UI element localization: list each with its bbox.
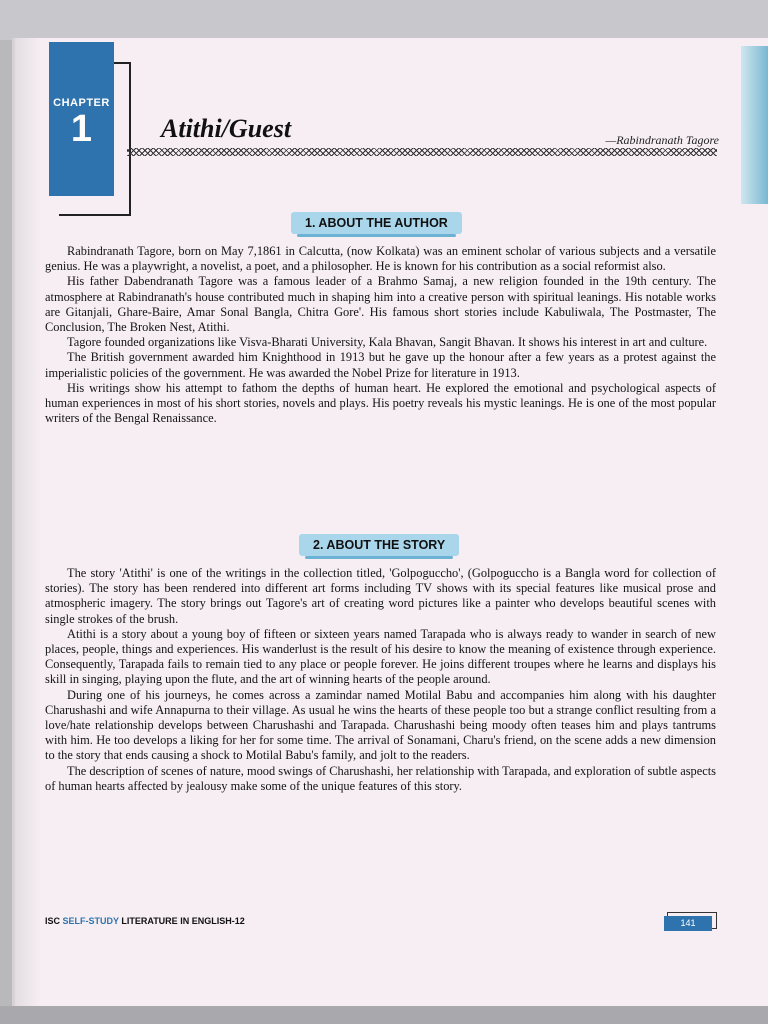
footer-suffix: LITERATURE IN ENGLISH-12 [118, 916, 245, 926]
paragraph: Tagore founded organizations like Visva-Bharati University, Kala Bhavan, Sangit Bhavan. It shows his interest in art and culture. [67, 335, 708, 350]
author-credit: —Rabindranath Tagore [605, 133, 719, 147]
paragraph: His writings show his attempt to fathom the depths of human heart. He explored the emotional and psychological aspects of human experiences in most of his short stories, novels and plays. His poetry reveals his mystic leanings. He is one of the most popular writers of the Bengal Renaissance. [45, 380, 716, 426]
chapter-number: 1 [70, 108, 93, 150]
page-number: 141 [664, 916, 712, 931]
paragraph: During one of his journeys, he comes across a zamindar named Motilal Babu and accompanies him along with his daughter Charushashi and wife Annapurna to their village. As usual he wins the hearts of these people too but a strange conflict resulting from a love/hate relationship develops between Charushashi and Tarapada. Charushashi being moody often teases him and plays tantrums with him. He too develops a liking for her for some time. The arrival of Sonamani, Charu's friend, on the scene adds a new dimension to the story that ends causing a shock to Motilal Babu's family, and jolt to the readers. [45, 687, 716, 763]
author-text [45, 244, 716, 426]
paragraph: His father Dabendranath Tagore was a famous leader of a Brahmo Samaj, a new religion founded in the 19th century. The atmosphere at Rabindranath's house contributed much in shaping him into a creative person with spiritual leanings. His notable works are Gitanjali, Ghare-Baire, Amar Sonal Bangla, Chitra Gore'. His famous short stories include Kabuliwala, The Postmaster, The Conclusion, The Broken Nest, Atithi. [45, 274, 716, 335]
book-page [12, 38, 768, 1006]
scan-bottom-edge [0, 1006, 768, 1024]
paragraph: The description of scenes of nature, mood swings of Charushashi, her relationship with Tarapada, and exploration of subtle aspects of human hearts affected by jealousy make some of the unique features of this story. [45, 763, 716, 793]
paragraph: Atithi is a story about a young boy of fifteen or sixteen years named Tarapada who is always ready to wander in search of new places, people, things and experiences. His wanderlust is the result of his desire to know the meaning of existence through experience. Consequently, Tarapada fails to remain tied to any place or people forever. He joins different troupes where he learns and displays his skill in singing, playing upon the flute, and the art of winning hearts of the people around. [45, 626, 716, 687]
paragraph: Rabindranath Tagore, born on May 7,1861 in Calcutta, (now Kolkata) was an eminent scholar of various subjects and a versatile genius. He was a playwright, a novelist, a poet, and a philosopher. He is known for his contribution as a social reformist also. [45, 244, 716, 274]
paragraph: The story 'Atithi' is one of the writings in the collection titled, 'Golpoguccho', (Golpoguccho is a Bangla word for collection of stories). The story has been rendered into different art forms including TV shows with its special features like musical prose and atmospheric imagery. The story brings out Tagore's art of creating word pictures like a painter who develops beautiful scenes with single strokes of the brush. [45, 566, 716, 626]
footer-book-title [45, 916, 245, 926]
chapter-badge [49, 42, 114, 196]
footer-prefix: ISC [45, 916, 63, 926]
page-edge-tab [741, 46, 768, 204]
section-heading-author: 1. ABOUT THE AUTHOR [291, 212, 462, 234]
chapter-title: Atithi/Guest [161, 114, 292, 143]
paragraph: The British government awarded him Knighthood in 1913 but he gave up the honour after a few years as a protest against the imperialistic policies of the government. He was awarded the Nobel Prize for literature in 1913. [45, 350, 716, 380]
scan-top-edge [0, 0, 768, 40]
chapter-label: CHAPTER [53, 97, 110, 109]
spine-shade [15, 38, 41, 1006]
footer-accent: SELF-STUDY [62, 916, 119, 926]
title-rule [127, 148, 717, 156]
story-text [45, 566, 716, 794]
section-heading-story: 2. ABOUT THE STORY [299, 534, 459, 556]
